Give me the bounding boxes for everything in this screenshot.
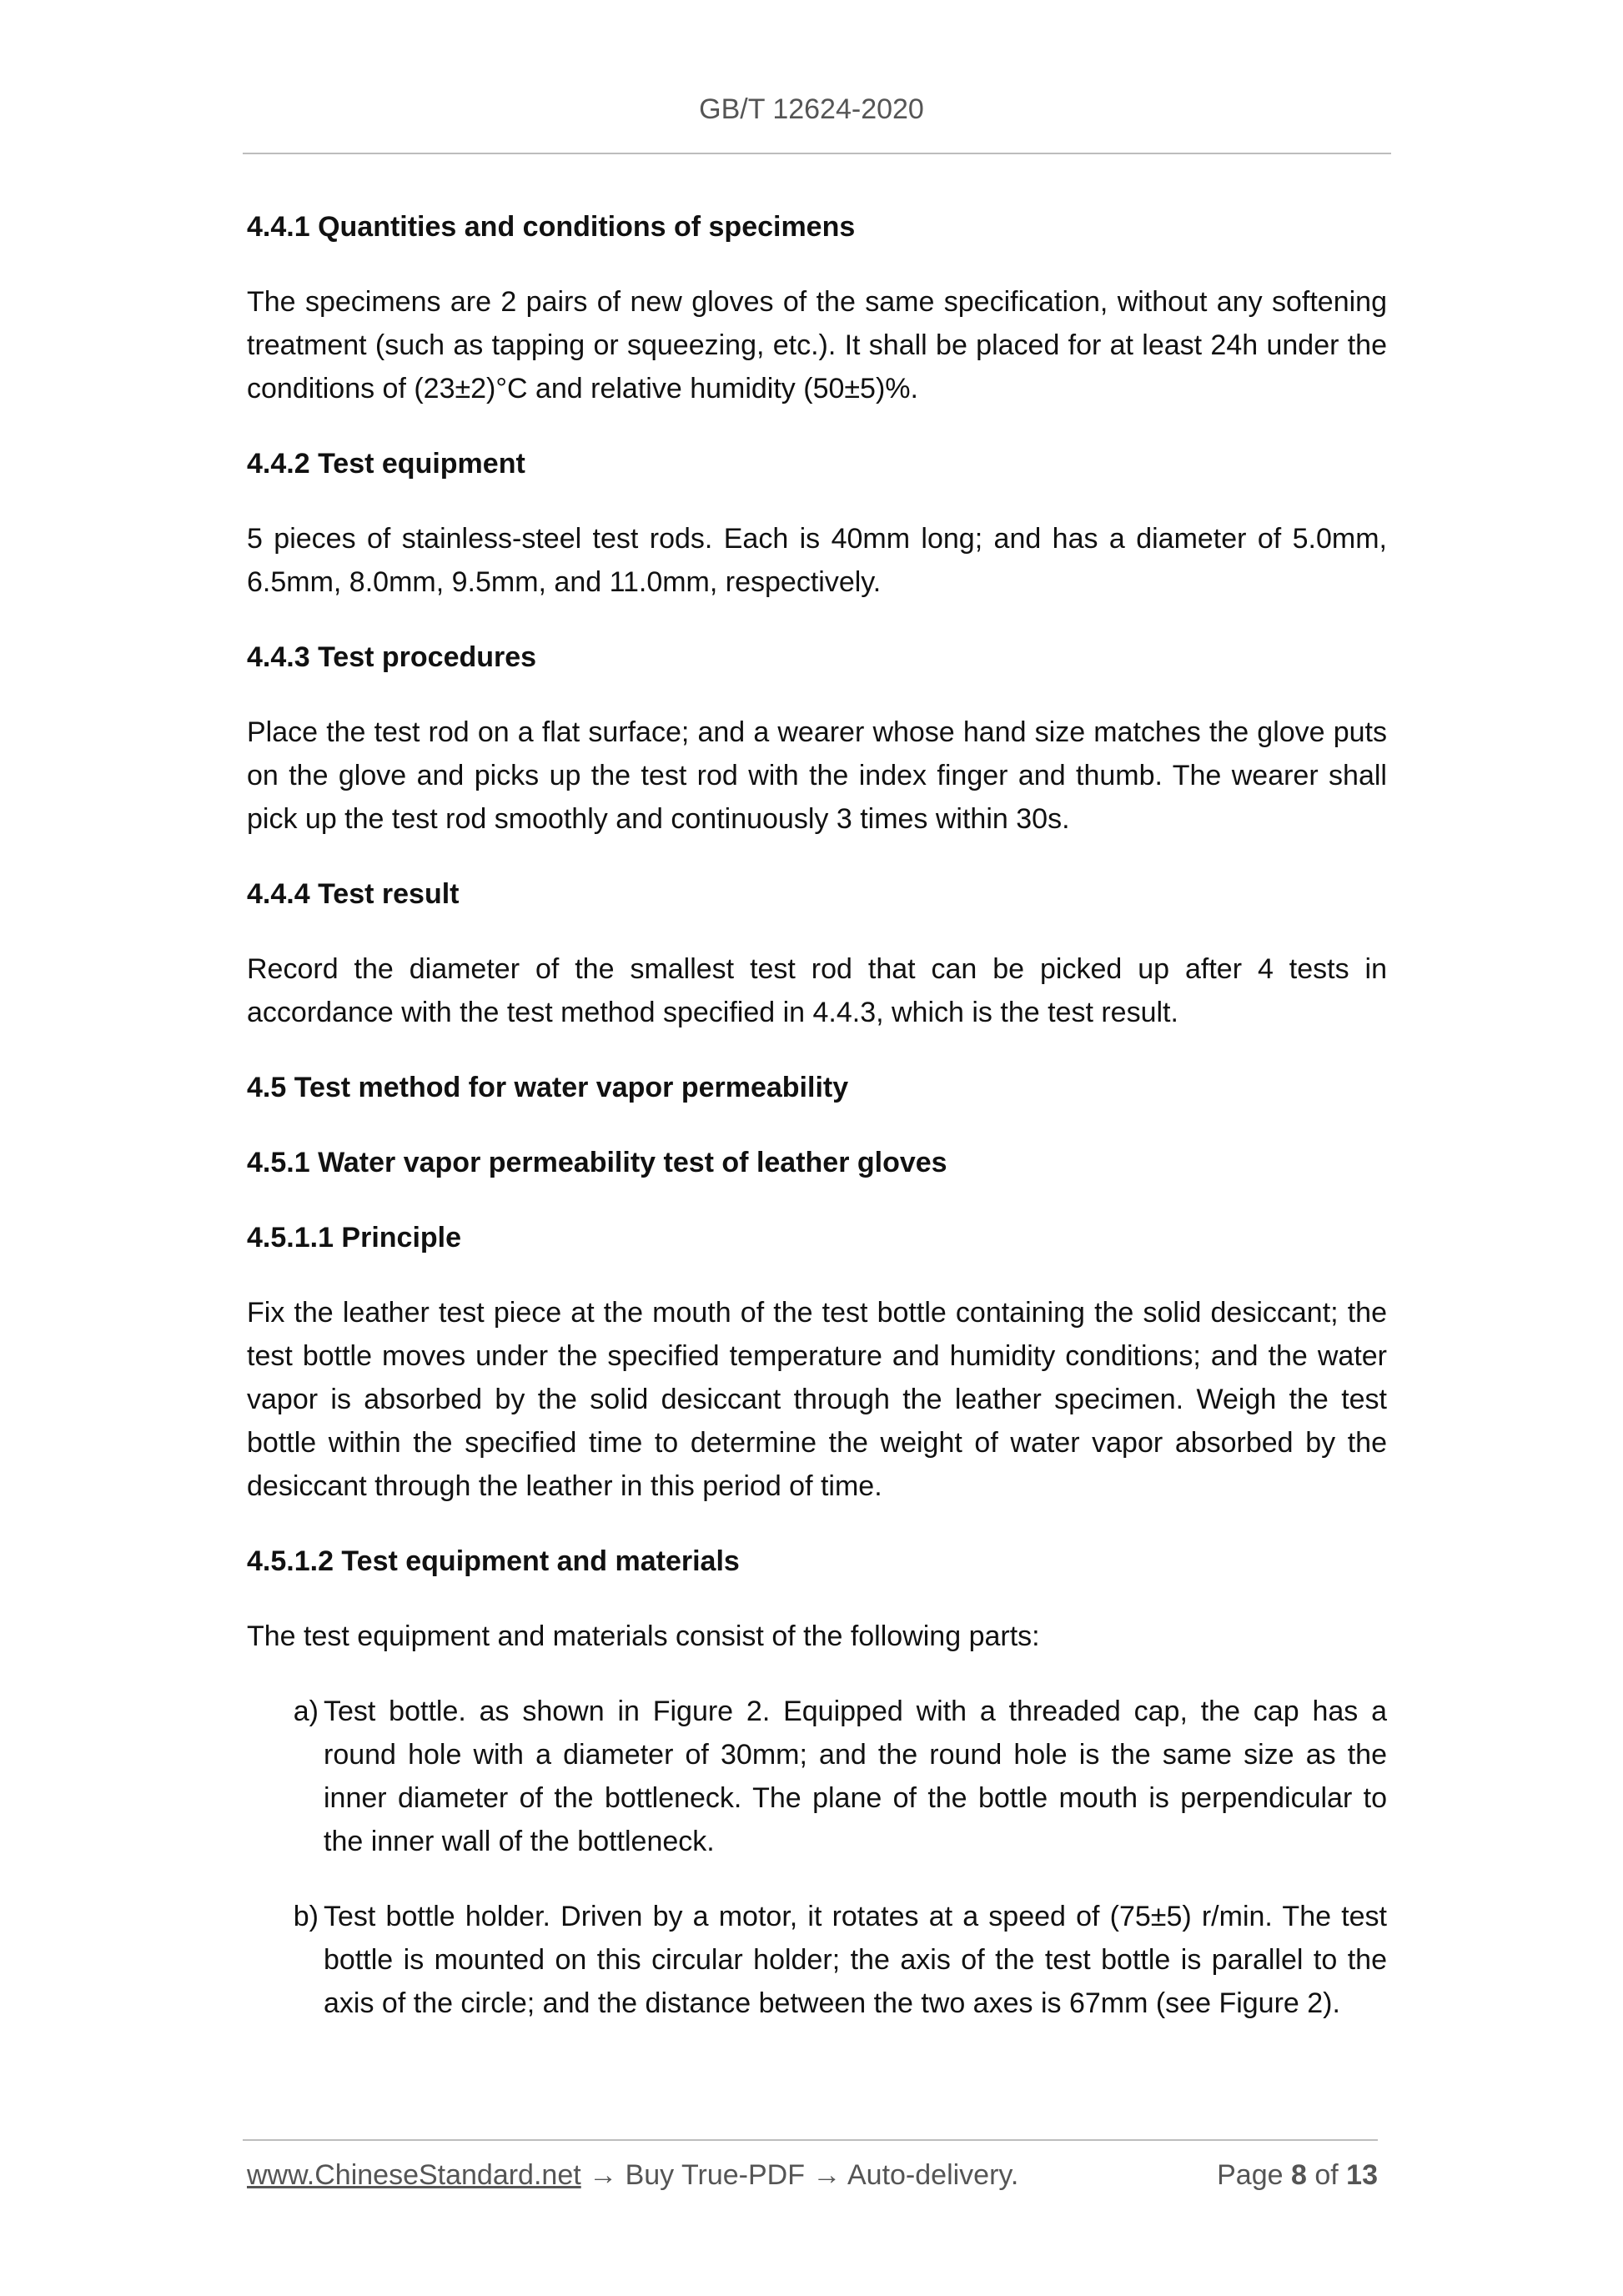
page-total: 13 [1346, 2159, 1378, 2191]
footer-divider [243, 2139, 1378, 2141]
section-text-4-5-1-1: Fix the leather test piece at the mouth of the test bottle containing the solid desiccant; the test bottle moves under the specified temperature and humidity conditions; and the water vapor is absorbed by the solid desiccant through the leather specimen. Weigh the test bottle within the specified time to determine the weight of water vapor absorbed by the desiccant through the leather in this period of time. [247, 1297, 1387, 1502]
section-text-4-4-1: The specimens are 2 pairs of new gloves of the same specification, without any softening treatment (such as tapping or squeezing, etc.). It shall be placed for at least 24h under the conditions of (23±2)°C and relative humidity (50±5)%. [247, 286, 1387, 404]
list-item-marker: a) [293, 1696, 319, 1727]
list-item-text: Test bottle. as shown in Figure 2. Equipped with a threaded cap, the cap has a round hole with a diameter of 30mm; and the round hole is the same size as the inner diameter of the bottleneck. The plane of the bottle mouth is perpendicular to the inner wall of the bottleneck. [324, 1696, 1387, 1857]
of-label: of [1314, 2159, 1339, 2191]
section-text-4-5-1-2: The test equipment and materials consist of the following parts: [247, 1620, 1040, 1652]
header-divider [243, 153, 1391, 154]
section-text-4-4-2: 5 pieces of stainless-steel test rods. Each is 40mm long; and has a diameter of 5.0mm, 6.5mm, 8.0mm, 9.5mm, and 11.0mm, respectively. [247, 523, 1387, 598]
section-heading-4-4-3: 4.4.3 Test procedures [247, 641, 537, 673]
list-item-marker: b) [293, 1901, 319, 1932]
page-number: 8 [1290, 2159, 1307, 2191]
list-item [247, 1895, 1387, 2025]
document-body [247, 205, 1387, 2057]
section-heading-4-4-4: 4.4.4 Test result [247, 878, 460, 910]
chinesestandard-link[interactable]: www.ChineseStandard.net [247, 2159, 581, 2191]
footer-tagline: → Buy True-PDF → Auto-delivery. [580, 2159, 1019, 2191]
page-label: Page [1217, 2159, 1284, 2191]
section-heading-4-5: 4.5 Test method for water vapor permeability [247, 1072, 849, 1103]
footer-promo [247, 2159, 1018, 2192]
section-heading-4-5-1-1: 4.5.1.1 Principle [247, 1222, 462, 1254]
section-heading-4-5-1: 4.5.1 Water vapor permeability test of leather gloves [247, 1147, 947, 1178]
section-heading-4-4-1: 4.4.1 Quantities and conditions of specimens [247, 211, 856, 243]
list-item-text: Test bottle holder. Driven by a motor, it rotates at a speed of (75±5) r/min. The test bottle is mounted on this circular holder; the axis of the test bottle is parallel to the axis of the circle; and the distance between the two axes is 67mm (see Figure 2). [324, 1901, 1387, 2019]
document-header-title: GB/T 12624-2020 [699, 93, 924, 125]
list-item [247, 1690, 1387, 1863]
section-heading-4-4-2: 4.4.2 Test equipment [247, 448, 525, 480]
page-indicator [1217, 2159, 1378, 2192]
section-text-4-4-4: Record the diameter of the smallest test rod that can be picked up after 4 tests in accordance with the test method specified in 4.4.3, which is the test result. [247, 953, 1387, 1028]
section-text-4-4-3: Place the test rod on a flat surface; and a wearer whose hand size matches the glove puts on the glove and picks up the test rod with the index finger and thumb. The wearer shall pick up the test rod smoothly and continuously 3 times within 30s. [247, 716, 1387, 835]
section-heading-4-5-1-2: 4.5.1.2 Test equipment and materials [247, 1545, 740, 1577]
